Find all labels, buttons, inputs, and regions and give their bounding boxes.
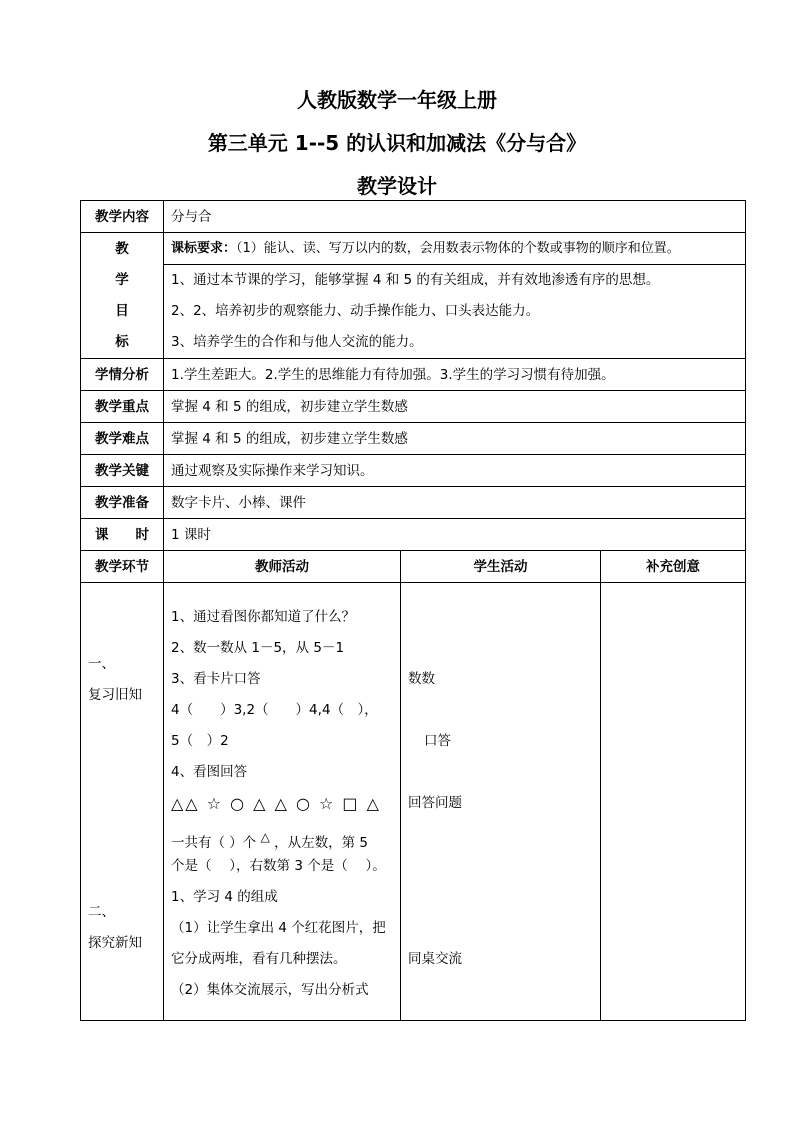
- label-goals: [81, 233, 164, 359]
- student-discuss: 同桌交流: [408, 950, 462, 967]
- stage1-name: 复习旧知: [88, 686, 142, 703]
- teacher-line-5: 5（ ）2: [171, 732, 229, 749]
- stage-cell: [81, 583, 164, 1021]
- extra-cell: [601, 583, 746, 1021]
- student-cell: [401, 583, 601, 1021]
- count-question-prefix: 一共有（ ）个: [171, 834, 257, 851]
- student-oral: 口答: [424, 732, 451, 749]
- teacher-line-10: 1、学习 4 的组成: [171, 888, 278, 905]
- label-hours: 课 时: [81, 519, 164, 551]
- row-key: [81, 391, 746, 423]
- triangle-icon: △: [260, 829, 270, 844]
- label-prep: 教学准备: [81, 487, 164, 519]
- value-content: 分与合: [164, 201, 746, 233]
- stage2-name: 探究新知: [88, 934, 142, 951]
- header-extra: 补充创意: [601, 551, 746, 583]
- value-prep: 数字卡片、小棒、课件: [164, 487, 746, 519]
- standard-text: （1）能认、读、写万以内的数，会用数表示物体的个数或事物的顺序和位置。: [236, 241, 680, 256]
- teacher-line-3: 3、看卡片口答: [171, 670, 261, 687]
- document-title: 人教版数学一年级上册: [297, 88, 497, 112]
- teacher-line-9: 个是（ ），右数第 3 个是（ ）。: [171, 857, 386, 874]
- value-analysis: 1.学生差距大。2.学生的思维能力有待加强。3.学生的学习习惯有待加强。: [164, 359, 746, 391]
- unit-title: 第三单元 1--5 的认识和加减法《分与合》: [207, 131, 587, 155]
- goal-item-3: 3、培养学生的合作和与他人交流的能力。: [171, 334, 423, 350]
- teacher-cell: [164, 583, 401, 1021]
- teacher-line-8: [171, 819, 393, 851]
- value-key: 掌握 4 和 5 的组成，初步建立学生数感: [164, 391, 746, 423]
- student-count: 数数: [408, 670, 435, 687]
- label-crux: 教学关键: [81, 455, 164, 487]
- teacher-line-4: 4（ ）3,2（ ）4,4（ ），: [171, 701, 378, 718]
- row-crux: [81, 455, 746, 487]
- stage2-num: 二、: [88, 903, 115, 920]
- process-header-row: [81, 551, 746, 583]
- row-difficulty: [81, 423, 746, 455]
- design-title: 教学设计: [357, 174, 437, 198]
- goal-char-4: 标: [115, 333, 129, 350]
- lesson-plan-table: [80, 200, 746, 1021]
- teacher-line-2: 2、数一数从 1－5，从 5－1: [171, 639, 345, 656]
- row-analysis: [81, 359, 746, 391]
- value-crux: 通过观察及实际操作来学习知识。: [164, 455, 746, 487]
- goals-content: [164, 233, 746, 359]
- value-difficulty: 掌握 4 和 5 的组成，初步建立学生数感: [164, 423, 746, 455]
- teacher-line-1: 1、通过看图你都知道了什么？: [171, 608, 356, 625]
- goal-char-2: 学: [115, 271, 129, 288]
- row-goals: [81, 233, 746, 359]
- teacher-line-11: （1）让学生拿出 4 个红花图片，把: [171, 919, 386, 936]
- label-key: 教学重点: [81, 391, 164, 423]
- label-analysis: 学情分析: [81, 359, 164, 391]
- goal-item-1: 1、通过本节课的学习，能够掌握 4 和 5 的有关组成，并有效地渗透有序的思想。: [164, 264, 745, 296]
- shape-sequence: △△ ☆ ○ △ △ ○ ☆ □ △: [171, 793, 381, 813]
- teacher-line-12: 它分成两堆，看有几种摆法。: [171, 950, 347, 967]
- standard-line: [164, 233, 745, 264]
- label-difficulty: 教学难点: [81, 423, 164, 455]
- label-content: 教学内容: [81, 201, 164, 233]
- goal-item-2: 2、2、培养初步的观察能力、动手操作能力、口头表达能力。: [171, 303, 540, 319]
- value-hours: 1 课时: [164, 519, 746, 551]
- process-body-row: [81, 583, 746, 1021]
- teacher-line-6: 4、看图回答: [171, 763, 248, 780]
- row-prep: [81, 487, 746, 519]
- count-question-suffix: ，从左数，第 5: [274, 834, 369, 851]
- row-content: [81, 201, 746, 233]
- teacher-line-13: （2）集体交流展示，写出分析式: [171, 981, 369, 998]
- goal-char-3: 目: [115, 302, 129, 319]
- student-answer: 回答问题: [408, 794, 462, 811]
- standard-label: 课标要求：: [171, 241, 237, 256]
- stage1-num: 一、: [88, 655, 115, 672]
- header-stage: 教学环节: [81, 551, 164, 583]
- header-student: 学生活动: [401, 551, 601, 583]
- row-hours: [81, 519, 746, 551]
- goal-char-1: 教: [115, 240, 129, 257]
- header-teacher: 教师活动: [164, 551, 401, 583]
